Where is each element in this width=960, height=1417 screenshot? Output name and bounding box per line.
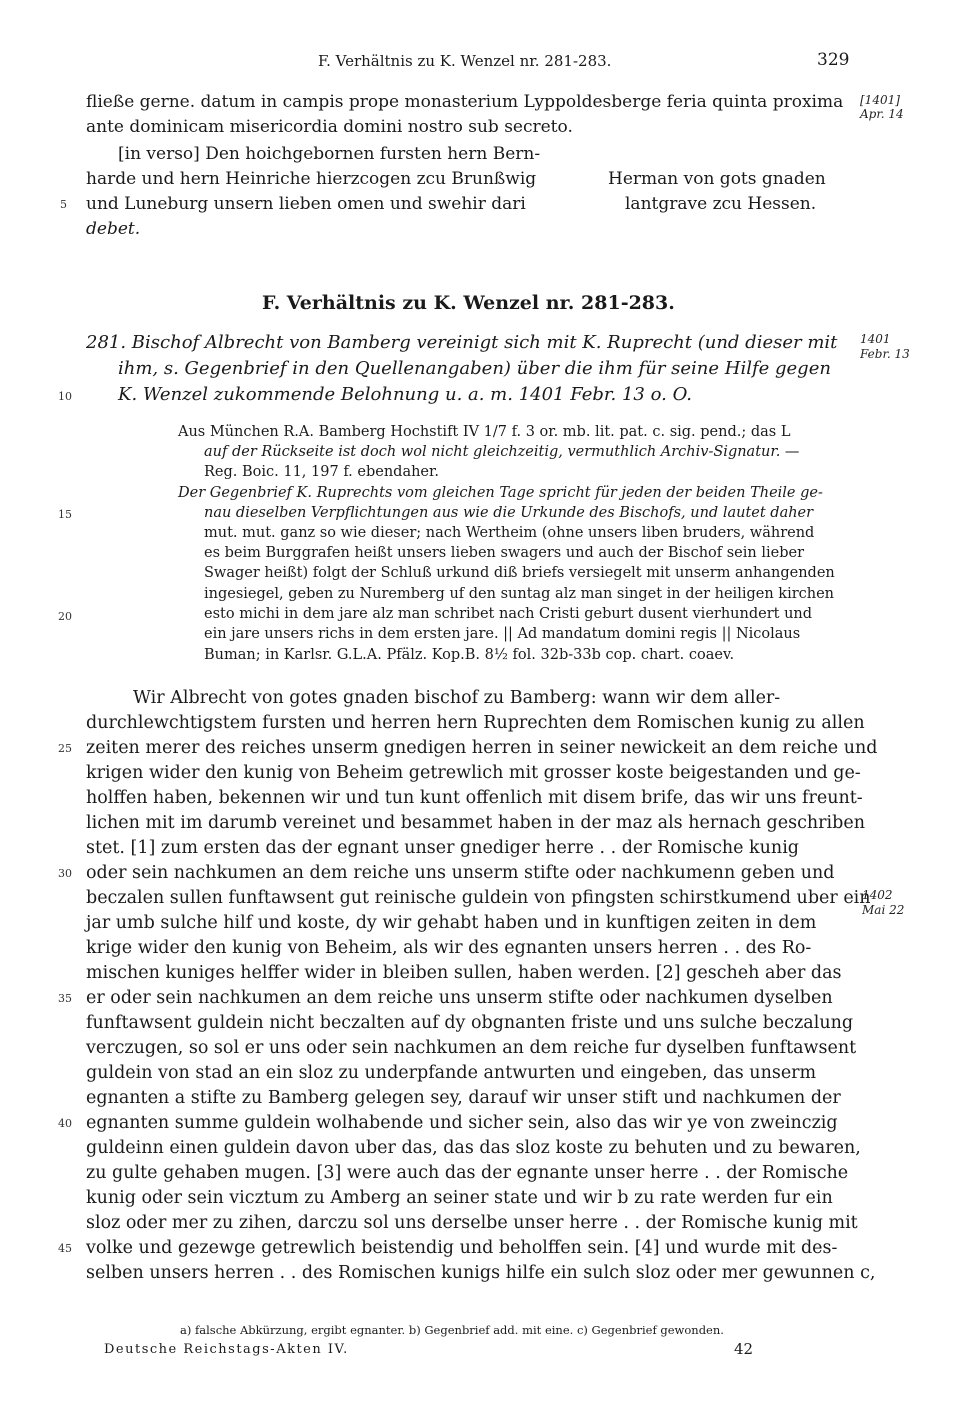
- footer-series: Deutsche Reichstags-Akten IV.: [104, 1342, 349, 1357]
- prev-doc-line-2: ante dominicam misericordia domini nostro sub secreto.: [86, 117, 573, 137]
- source-note-line: ingesiegel, geben zu Nuremberg uf den suntag alz man singet in der heiligen kirchen: [204, 586, 835, 602]
- line-number: 20: [58, 610, 72, 623]
- main-text-line: stet. [1] zum ersten das der egnant unser gnediger herre . . der Romische kunig: [86, 838, 800, 858]
- main-text-line: guldeinn einen guldein davon uber das, das das sloz koste zu behuten und zu bewaren,: [86, 1138, 861, 1158]
- running-title: F. Verhältnis zu K. Wenzel nr. 281-283.: [318, 52, 612, 70]
- main-text-line: Wir Albrecht von gotes gnaden bischof zu Bamberg: wann wir dem aller-: [133, 688, 781, 708]
- main-margin-date-year: 1402: [862, 888, 893, 902]
- footer-sheet-number: 42: [734, 1340, 754, 1358]
- main-text-line: durchlewchtigstem fursten und herren hern Ruprechten dem Romischen kunig zu allen: [86, 713, 865, 733]
- verso-line-4: debet.: [86, 219, 141, 239]
- source-note-line: nau dieselben Verpflichtungen aus wie die Urkunde des Bischofs, und lautet daher: [204, 505, 814, 521]
- doc-heading-line-3: K. Wenzel zukommende Belohnung u. a. m. 1401 Febr. 13 o. O.: [118, 384, 692, 405]
- line-number: 10: [58, 390, 72, 403]
- signature-line-1: Herman von gots gnaden: [608, 169, 826, 189]
- main-text-line: funftawsent guldein nicht beczalten auf dy obgnanten friste und uns sulche beczalung: [86, 1013, 854, 1033]
- line-number: 35: [58, 992, 72, 1005]
- main-text-line: volke und gezewge getrewlich beistendig und beholffen sein. [4] und wurde mit des-: [86, 1238, 838, 1258]
- source-note-line: auf der Rückseite ist doch wol nicht gleichzeitig, vermuthlich Archiv-Signatur. —: [204, 444, 800, 460]
- prev-margin-date-day: Apr. 14: [860, 107, 904, 121]
- main-text-line: mischen kuniges helffer wider in bleiben sullen, haben werden. [2] gescheh aber das: [86, 963, 842, 983]
- line-number: 45: [58, 1242, 72, 1255]
- source-note-line: Swager heißt) folgt der Schluß urkund diß briefs versiegelt mit unserm anhangenden: [204, 565, 835, 581]
- doc-heading-line-2: ihm, s. Gegenbrief in den Quellenangaben) über die ihm für seine Hilfe gegen: [118, 358, 831, 379]
- source-note-line: Reg. Boic. 11, 197 f. ebendaher.: [204, 464, 439, 480]
- main-text-line: zeiten merer des reiches unserm gnedigen herren in seiner newickeit an dem reiche und: [86, 738, 878, 758]
- main-text-line: lichen mit im darumb vereinet und besammet haben in der maz als hernach geschriben: [86, 813, 865, 833]
- doc-margin-date-day: Febr. 13: [860, 347, 910, 361]
- verso-line-1: [in verso] Den hoichgebornen fursten hern Bern-: [118, 144, 541, 164]
- verso-line-2: harde und hern Heinriche hierzcogen zcu Brunßwig: [86, 169, 537, 189]
- source-note-line: mut. mut. ganz so wie dieser; nach Wertheim (ohne unsers liben bruders, während: [204, 525, 815, 541]
- line-number: 15: [58, 508, 72, 521]
- prev-margin-date-year: [1401]: [860, 93, 900, 107]
- main-text-line: zu gulte gehaben mugen. [3] were auch das der egnante unser herre . . der Romische: [86, 1163, 849, 1183]
- doc-margin-date-year: 1401: [860, 332, 891, 346]
- prev-doc-line-1: fließe gerne. datum in campis prope monasterium Lyppoldesberge feria quinta proxima: [86, 92, 844, 112]
- signature-line-2: lantgrave zcu Hessen.: [625, 194, 817, 214]
- verso-line-3: und Luneburg unsern lieben omen und swehir dari: [86, 194, 526, 214]
- main-text-line: egnanten summe guldein wolhabende und sicher sein, also das wir ye von zweinczig: [86, 1113, 838, 1133]
- main-text-line: verczugen, so sol er uns oder sein nachkumen an dem reiche fur dyselben funftawsent: [86, 1038, 857, 1058]
- source-note-line: Der Gegenbrief K. Ruprechts vom gleichen Tage spricht für jeden der beiden Theile ge-: [178, 485, 823, 501]
- source-note-line: esto michi in dem jare alz man schribet nach Cristi geburt dusent vierhundert und: [204, 606, 813, 622]
- section-title: F. Verhältnis zu K. Wenzel nr. 281-283.: [262, 292, 675, 314]
- main-text-line: guldein von stad an ein sloz zu underpfande antwurten und eingeben, das unserm: [86, 1063, 817, 1083]
- line-number: 30: [58, 867, 72, 880]
- main-text-line: holffen haben, bekennen wir und tun kunt offenlich mit disem brife, das wir uns freunt-: [86, 788, 863, 808]
- footnotes: a) falsche Abkürzung, ergibt egnanter. b) Gegenbrief add. mit eine. c) Gegenbrief gewonden.: [180, 1323, 724, 1337]
- main-text-line: sloz oder mer zu zihen, darczu sol uns derselbe unser herre . . der Romische kunig mit: [86, 1213, 858, 1233]
- line-number: 40: [58, 1117, 72, 1130]
- line-number: 5: [60, 198, 67, 211]
- source-note-line: es beim Burggrafen heißt unsers lieben swagers und auch der Bischof sein lieber: [204, 545, 805, 561]
- source-note-line: Buman; in Karlsr. G.L.A. Pfälz. Kop.B. 8½ fol. 32b-33b cop. chart. coaev.: [204, 647, 735, 663]
- main-text-line: oder sein nachkumen an dem reiche uns unserm stifte oder nachkumenn geben und: [86, 863, 835, 883]
- doc-heading-line-1: 281. Bischof Albrecht von Bamberg vereinigt sich mit K. Ruprecht (und dieser mit: [86, 332, 838, 353]
- page-number: 329: [817, 50, 850, 70]
- main-text-line: selben unsers herren . . des Romischen kunigs hilfe ein sulch sloz oder mer gewunnen c,: [86, 1263, 876, 1283]
- main-text-line: egnanten a stifte zu Bamberg gelegen sey, darauf wir unser stift und nachkumen der: [86, 1088, 841, 1108]
- source-note-line: ein jare unsers richs in dem ersten jare. || Ad mandatum domini regis || Nicolaus: [204, 626, 801, 642]
- line-number: 25: [58, 742, 72, 755]
- main-text-line: krige wider den kunig von Beheim, als wir des egnanten unsers herren . . des Ro-: [86, 938, 812, 958]
- source-note-line: Aus München R.A. Bamberg Hochstift IV 1/7 f. 3 or. mb. lit. pat. c. sig. pend.; das L: [178, 424, 791, 440]
- main-text-line: er oder sein nachkumen an dem reiche uns unserm stifte oder nachkumen dyselben: [86, 988, 833, 1008]
- main-text-line: krigen wider den kunig von Beheim getrewlich mit grosser koste beigestanden und ge-: [86, 763, 861, 783]
- main-text-line: jar umb sulche hilf und koste, dy wir gehabt haben und in kunftigen zeiten in dem: [86, 913, 817, 933]
- main-text-line: beczalen sullen funftawsent gut reinische guldein von pfingsten schirstkumend uber ein: [86, 888, 871, 908]
- main-margin-date-day: Mai 22: [862, 903, 905, 917]
- main-text-line: kunig oder sein vicztum zu Amberg an seiner state und wir b zu rate werden fur ein: [86, 1188, 833, 1208]
